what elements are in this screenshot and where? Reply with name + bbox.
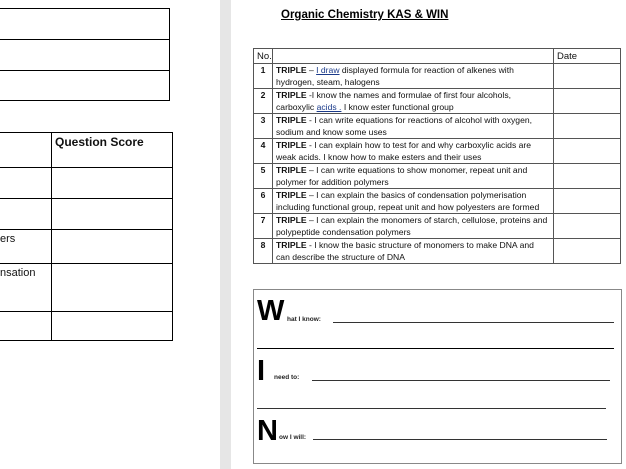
objective-text: TRIPLE -I know the names and formulae of first four alcohols, carboxylic acids . I know ester functional group	[273, 89, 554, 114]
right-page	[231, 0, 626, 469]
date-cell[interactable]	[554, 164, 621, 189]
left-score-cell	[52, 264, 173, 312]
row-number: 7	[254, 214, 273, 239]
row-number: 8	[254, 239, 273, 264]
left-score-cell: ers	[0, 230, 52, 264]
left-top-table	[0, 8, 170, 101]
document-title: Organic Chemistry KAS & WIN	[281, 9, 449, 21]
date-cell[interactable]	[554, 64, 621, 89]
left-page	[0, 0, 220, 469]
left-score-cell	[52, 168, 173, 199]
row-number: 2	[254, 89, 273, 114]
question-score-header: Question Score	[52, 133, 173, 168]
left-score-cell	[0, 199, 52, 230]
table-row	[254, 214, 621, 239]
row-number: 1	[254, 64, 273, 89]
left-score-table	[0, 132, 173, 341]
left-score-cell: nsation	[0, 264, 52, 312]
date-cell[interactable]	[554, 189, 621, 214]
objectives-table	[253, 48, 621, 264]
left-top-cell	[0, 9, 170, 40]
objective-text: TRIPLE – I draw displayed formula for reaction of alkenes with hydrogen, steam, halogens	[273, 64, 554, 89]
header-no: No.	[254, 49, 273, 64]
row-number: 4	[254, 139, 273, 164]
row-number: 5	[254, 164, 273, 189]
table-row	[254, 114, 621, 139]
objective-text: TRIPLE – I can explain the monomers of starch, cellulose, proteins and polypeptide condensation polymers	[273, 214, 554, 239]
table-row	[254, 239, 621, 264]
win-box	[253, 289, 622, 464]
left-score-cell	[0, 168, 52, 199]
i-label: need to:	[274, 374, 300, 381]
row-number: 3	[254, 114, 273, 139]
header-date: Date	[554, 49, 621, 64]
date-cell[interactable]	[554, 89, 621, 114]
row-number: 6	[254, 189, 273, 214]
left-score-cell	[52, 312, 173, 341]
left-score-cell	[0, 312, 52, 341]
objective-text: TRIPLE - I can explain how to test for and why carboxylic acids are weak acids. I know how to make esters and their uses	[273, 139, 554, 164]
header-blank	[273, 49, 554, 64]
i-letter: I	[257, 355, 266, 387]
date-cell[interactable]	[554, 214, 621, 239]
objective-text: TRIPLE – I can write equations to show monomer, repeat unit and polymer for addition polymers	[273, 164, 554, 189]
table-row	[254, 139, 621, 164]
w-label: hat I know:	[287, 316, 321, 323]
table-row	[254, 189, 621, 214]
table-row	[254, 89, 621, 114]
i-answer-line[interactable]	[312, 380, 610, 381]
date-cell[interactable]	[554, 239, 621, 264]
w-letter: W	[257, 295, 285, 327]
n-label: ow I will:	[279, 434, 307, 441]
n-letter: N	[257, 415, 278, 447]
n-answer-line[interactable]	[313, 439, 607, 440]
i-answer-line-2[interactable]	[257, 408, 606, 409]
date-cell[interactable]	[554, 114, 621, 139]
left-top-cell	[0, 71, 170, 101]
table-row	[254, 64, 621, 89]
w-answer-line[interactable]	[333, 322, 614, 323]
objective-text: TRIPLE – I can explain the basics of condensation polymerisation including functional group, repeat unit and how polyesters are formed	[273, 189, 554, 214]
table-row	[254, 164, 621, 189]
left-score-cell	[52, 230, 173, 264]
w-answer-line-2[interactable]	[257, 348, 614, 349]
left-score-cell	[0, 133, 52, 168]
left-top-cell	[0, 40, 170, 71]
objective-text: TRIPLE - I can write equations for reactions of alcohol with oxygen, sodium and know some uses	[273, 114, 554, 139]
date-cell[interactable]	[554, 139, 621, 164]
objective-text: TRIPLE - I know the basic structure of monomers to make DNA and can describe the structure of DNA	[273, 239, 554, 264]
left-score-cell	[52, 199, 173, 230]
